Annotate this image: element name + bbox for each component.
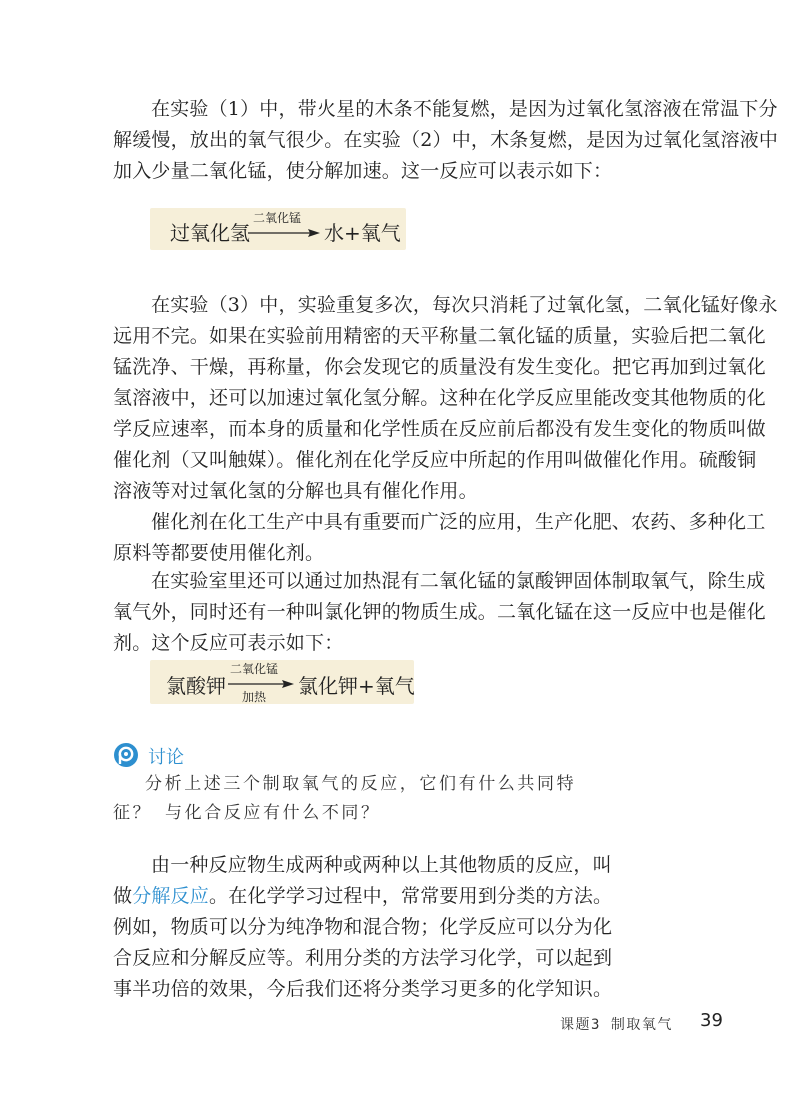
text-line: 学反应速率，而本身的质量和化学性质在反应前后都没有发生变化的物质叫做	[113, 418, 766, 440]
equation-reactant: 氯酸钾	[166, 674, 226, 698]
equation-products: 水+氧气	[324, 221, 401, 245]
paragraph-potassium-chlorate	[113, 566, 766, 659]
text-line: 解缓慢，放出的氧气很少。在实验（2）中，木条复燃，是因为过氧化氢溶液中	[113, 129, 779, 151]
text-line: 锰洗净、干燥，再称量，你会发现它的质量没有发生变化。把它再加到过氧化	[113, 356, 766, 378]
text-line: 由一种反应物生成两种或两种以上其他物质的反应，叫	[151, 854, 612, 876]
reaction-arrow-icon	[248, 226, 320, 240]
text-fragment: 做	[113, 885, 133, 907]
equation-products: 氯化钾+氧气	[298, 674, 415, 698]
text-line: 催化剂在化工生产中具有重要而广泛的应用，生产化肥、农药、多种化工	[151, 511, 766, 533]
text-fragment: 。在化学学习过程中，常常要用到分类的方法。	[209, 885, 613, 907]
text-line: 分析上述三个制取氧气的反应，它们有什么共同特	[145, 774, 577, 794]
page-number: 39	[700, 1010, 723, 1031]
text-line: 催化剂（又叫触媒）。催化剂在化学反应中所起的作用叫做催化作用。硫酸铜	[113, 449, 757, 471]
text-line: 征？ 与化合反应有什么不同？	[113, 803, 381, 823]
discussion-prompt	[113, 770, 583, 828]
discussion-icon	[113, 742, 139, 768]
equation-box-hydrogen-peroxide	[150, 208, 406, 250]
paragraph-catalyst-definition	[113, 290, 778, 507]
text-line: 氧气外，同时还有一种叫氯化钾的物质生成。二氧化锰在这一反应中也是催化	[113, 601, 766, 623]
equation-reactant: 过氧化氢	[170, 221, 250, 245]
text-line: 溶液等对过氧化氢的分解也具有催化作用。	[113, 480, 478, 502]
text-line: 在实验（1）中，带火星的木条不能复燃，是因为过氧化氢溶液在常温下分	[151, 98, 778, 120]
paragraph-experiment-1-2	[113, 94, 779, 187]
section-title: 课题3 制取氧气	[560, 1017, 673, 1033]
text-line: 在实验室里还可以通过加热混有二氧化锰的氯酸钾固体制取氧气，除生成	[151, 570, 766, 592]
equation-condition-heating: 加热	[242, 690, 267, 704]
key-term-decomposition-reaction: 分解反应	[132, 885, 210, 907]
equation-condition-catalyst: 二氧化锰	[253, 211, 302, 225]
text-line: 在实验（3）中，实验重复多次，每次只消耗了过氧化氢，二氧化锰好像永	[151, 294, 778, 316]
paragraph-decomposition-reaction	[113, 850, 613, 1005]
text-line	[113, 881, 613, 912]
text-line: 氢溶液中，还可以加速过氧化氢分解。这种在化学反应里能改变其他物质的化	[113, 387, 766, 409]
page-footer	[560, 1010, 730, 1034]
discussion-title: 讨论	[148, 747, 184, 768]
text-line: 例如，物质可以分为纯净物和混合物；化学反应可以分为化	[113, 916, 613, 938]
text-line: 原料等都要使用催化剂。	[113, 542, 325, 564]
text-line: 远用不完。如果在实验前用精密的天平称量二氧化锰的质量，实验后把二氧化	[113, 325, 766, 347]
paragraph-catalyst-application	[113, 507, 766, 569]
equation-box-potassium-chlorate	[150, 660, 414, 704]
text-line: 剂。这个反应可表示如下：	[113, 632, 344, 654]
text-line: 事半功倍的效果，今后我们还将分类学习更多的化学知识。	[113, 978, 613, 1000]
text-line: 加入少量二氧化锰，使分解加速。这一反应可以表示如下：	[113, 160, 613, 182]
equation-condition-catalyst: 二氧化锰	[230, 662, 279, 676]
text-line: 合反应和分解反应等。利用分类的方法学习化学，可以起到	[113, 947, 613, 969]
